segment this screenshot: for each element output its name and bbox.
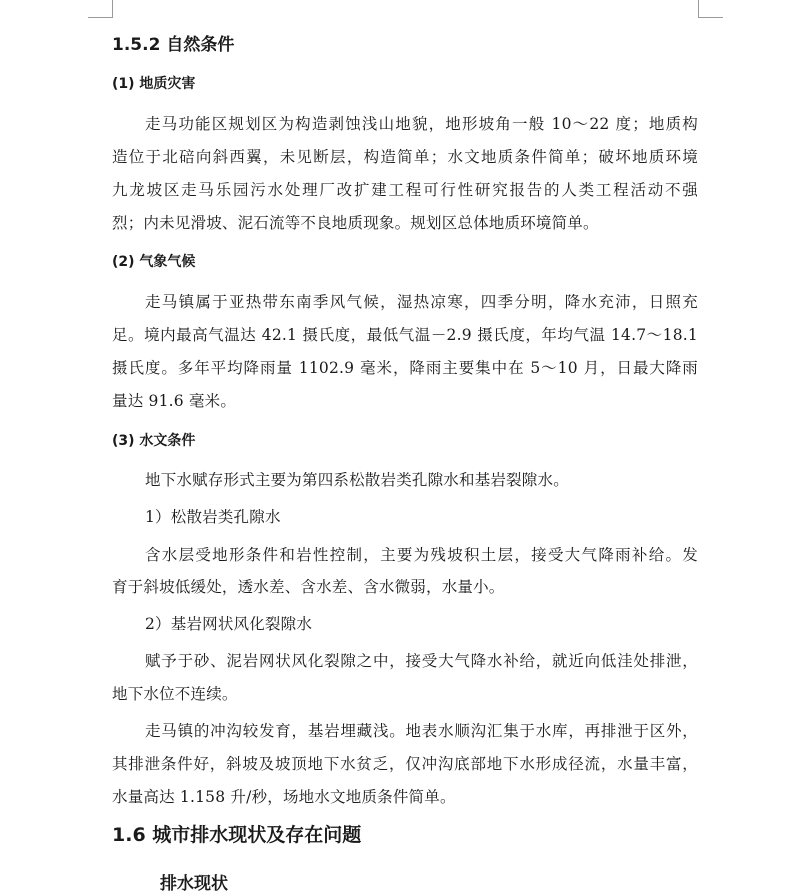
climate-line-1: 走马镇属于亚热带东南季风气候，湿热凉寒，四季分明，降水充沛，日照充	[145, 293, 698, 311]
zouma-line-3: 水量高达 1.158 升/秒，场地水文地质条件简单。	[112, 788, 456, 806]
zouma-line-2: 其排泄条件好，斜坡及坡顶地下水贫乏，仅冲沟底部地下水形成径流，水量丰富，	[112, 755, 698, 773]
sub2-line-2: 地下水位不连续。	[112, 685, 238, 703]
climate-line-2: 足。境内最高气温达 42.1 摄氏度，最低气温－2.9 摄氏度，年均气温 14.7～18.1	[112, 326, 698, 344]
hydrology-heading: (3) 水文条件	[112, 433, 196, 449]
geology-heading: (1) 地质灾害	[112, 76, 196, 92]
climate-heading: (2) 气象气候	[112, 254, 196, 270]
sub2-heading: 2）基岩网状风化裂隙水	[145, 615, 313, 633]
section-1-6-heading: 1.6 城市排水现状及存在问题	[112, 824, 362, 846]
cut-off-subheading-text: 排水现状	[160, 874, 228, 894]
zouma-line-1: 走马镇的冲沟较发育，基岩埋藏浅。地表水顺沟汇集于水库，再排泄于区外，	[145, 722, 698, 740]
geology-line-4: 烈；内未见滑坡、泥石流等不良地质现象。规划区总体地质环境简单。	[112, 214, 599, 232]
climate-line-3: 摄氏度。多年平均降雨量 1102.9 毫米，降雨主要集中在 5～10 月，日最大降雨	[112, 359, 698, 377]
sub1-line-1: 含水层受地形条件和岩性控制，主要为残坡积土层，接受大气降雨补给。发	[145, 546, 698, 564]
sub2-line-1: 赋予于砂、泥岩网状风化裂隙之中，接受大气降水补给，就近向低洼处排泄，	[145, 652, 698, 670]
crop-mark-left	[88, 0, 113, 18]
geology-line-3: 九龙坡区走马乐园污水处理厂改扩建工程可行性研究报告的人类工程活动不强	[112, 181, 698, 199]
geology-line-1: 走马功能区规划区为构造剥蚀浅山地貌，地形坡角一般 10～22 度；地质构	[145, 115, 698, 133]
climate-line-4: 量达 91.6 毫米。	[112, 392, 237, 410]
sub1-heading: 1）松散岩类孔隙水	[145, 508, 281, 526]
section-1-5-2-heading: 1.5.2 自然条件	[112, 35, 235, 55]
cut-off-subheading	[160, 866, 244, 894]
hydrology-intro: 地下水赋存形式主要为第四系松散岩类孔隙水和基岩裂隙水。	[145, 471, 569, 489]
crop-mark-right	[698, 0, 723, 18]
geology-line-2: 造位于北碚向斜西翼，未见断层，构造简单；水文地质条件简单；破坏地质环境	[112, 148, 698, 166]
sub1-line-2: 育于斜坡低缓处，透水差、含水差、含水微弱，水量小。	[112, 578, 505, 596]
